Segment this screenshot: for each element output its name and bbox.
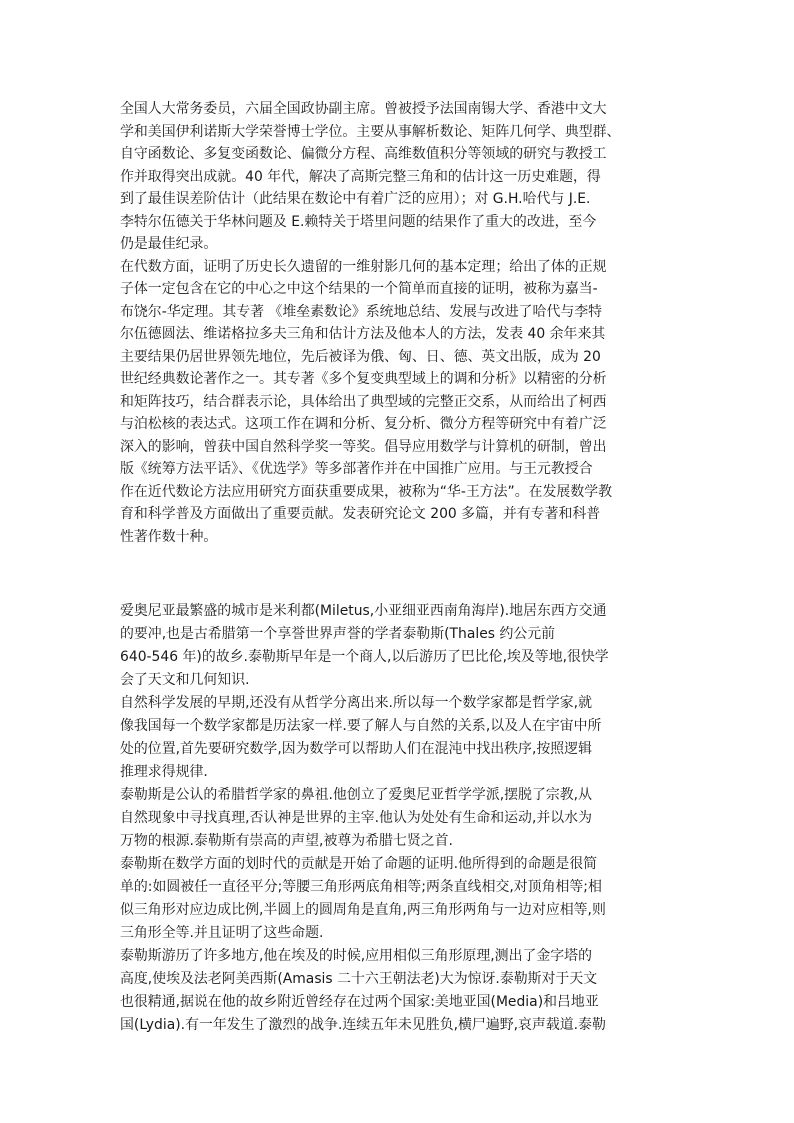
text-line: 育和科学普及方面做出了重要贡献。发表研究论文 200 多篇，并有专著和科普 [120,506,601,522]
text-line: 学和美国伊利诺斯大学荣誉博士学位。主要从事解析数论、矩阵几何学、典型群、 [120,123,621,140]
text-line: 高度,使埃及法老阿美西斯(Amasis 二十六王朝法老)大为惊讶.泰勒斯对于天文 [120,971,598,987]
text-line: 泰勒斯是公认的希腊哲学家的鼻祖.他创立了爱奥尼亚哲学学派,摆脱了宗教,从 [120,787,592,803]
text-line: 和矩阵技巧，结合群表示论，具体给出了典型域的完整正交系，从而给出了柯西 [120,393,607,410]
text-line: 三角形全等.并且证明了这些命题. [120,925,324,941]
thales-passage [120,600,680,1037]
text-line: 李特尔伍德关于华林问题及 E.赖特关于塔里问题的结果作了重大的改进，至今 [120,213,597,230]
text-line: 处的位置,首先要研究数学,因为数学可以帮助人们在混沌中找出秩序,按照逻辑 [120,741,592,757]
text-line: 尔伍德圆法、维诺格拉多夫三角和估计方法及他本人的方法，发表 40 余年来其 [120,326,606,342]
text-line: 深入的影响，曾获中国自然科学奖一等奖。倡导应用数学与计算机的研制，曾出 [120,438,607,455]
text-line: 布饶尔-华定理。其专著 《堆垒素数论》系统地总结、发展与改进了哈代与李特 [120,303,603,320]
text-line: 世纪经典数论著作之一。其专著《多个复变典型域上的调和分析》以精密的分析 [120,371,607,387]
text-line: 单的:如圆被任一直径平分;等腰三角形两底角相等;两条直线相交,对顶角相等;相 [120,879,602,895]
text-line: 640-546 年)的故乡.泰勒斯早年是一个商人,以后游历了巴比伦,埃及等地,很快学 [120,649,609,665]
text-line: 仍是最佳纪录。 [120,236,218,252]
text-line: 的要冲,也是古希腊第一个享誉世界声誉的学者泰勒斯(Thales 约公元前 [120,626,556,642]
text-line: 会了天文和几何知识. [120,672,250,688]
text-line: 子体一定包含在它的中心之中这个结果的一个简单而直接的证明，被称为嘉当- [120,281,598,297]
text-line: 似三角形对应边成比例,半圆上的圆周角是直角,两三角形两角与一边对应相等,则 [120,902,606,918]
text-line: 与泊松核的表达式。这项工作在调和分析、复分析、微分方程等研究中有着广泛 [120,416,607,432]
text-line: 自然现象中寻找真理,否认神是世界的主宰.他认为处处有生命和运动,并以水为 [120,810,592,826]
text-line: 自然科学发展的早期,还没有从哲学分离出来.所以每一个数学家都是哲学家,就 [120,695,592,711]
text-line: 泰勒斯在数学方面的划时代的贡献是开始了命题的证明.他所得到的命题是很简 [120,856,598,872]
text-line: 爱奥尼亚最繁盛的城市是米利都(Miletus,小亚细亚西南角海岸).地居东西方交通 [120,603,607,619]
text-line: 万物的根源.泰勒斯有崇高的声望,被尊为希腊七贤之首. [120,833,453,849]
biography-passage [120,98,680,548]
text-line: 作并取得突出成就。40 年代，解决了高斯完整三角和的估计这一历史难题，得 [120,168,601,185]
text-line: 也很精通,据说在他的故乡附近曾经存在过两个国家:美地亚国(Media)和吕地亚 [120,994,599,1010]
text-line: 推理求得规律. [120,764,208,780]
text-line: 泰勒斯游历了许多地方,他在埃及的时候,应用相似三角形原理,测出了金字塔的 [120,948,592,964]
text-line: 全国人大常务委员，六届全国政协副主席。曾被授予法国南锡大学、香港中文大 [120,101,607,117]
text-line: 国(Lydia).有一年发生了激烈的战争.连续五年未见胜负,横尸遍野,哀声载道.泰勒 [120,1017,606,1033]
text-line: 作在近代数论方法应用研究方面获重要成果，被称为“华-王方法”。在发展数学教 [120,483,613,500]
text-line: 性著作数十种。 [120,528,218,545]
text-line: 版《统筹方法平话》、《优选学》等多部著作并在中国推广应用。与王元教授合 [120,461,593,477]
text-line: 像我国每一个数学家都是历法家一样.要了解人与自然的关系,以及人在宇宙中所 [120,718,602,734]
text-line: 自守函数论、多复变函数论、偏微分方程、高维数值积分等领域的研究与教授工 [120,146,607,162]
text-line: 在代数方面，证明了历史长久遗留的一维射影几何的基本定理；给出了体的正规 [120,258,607,275]
text-line: 主要结果仍居世界领先地位，先后被译为俄、匈、日、德、英文出版，成为 20 [120,348,601,365]
text-line: 到了最佳误差阶估计（此结果在数论中有着广泛的应用）；对 G.H.哈代与 J.E. [120,191,591,207]
